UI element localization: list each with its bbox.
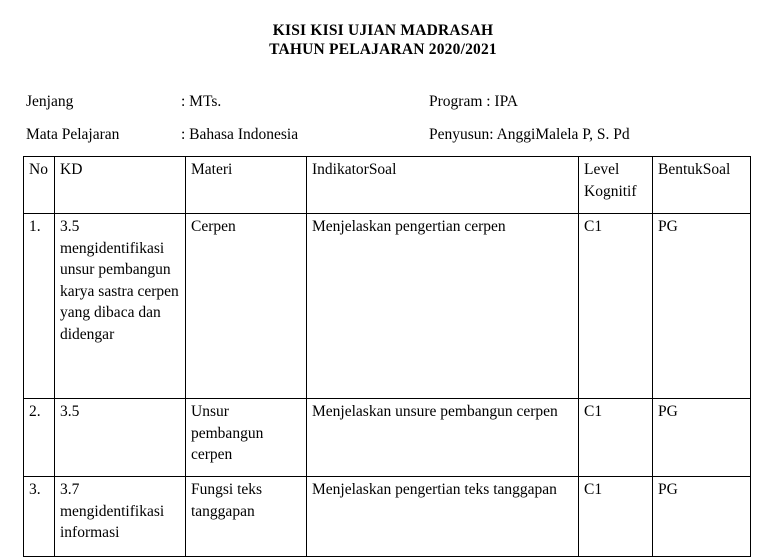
cell-no: 1. [24, 214, 55, 399]
column-header-bentuk: BentukSoal [653, 157, 751, 214]
cell-no: 3. [24, 477, 55, 557]
cell-level: C1 [579, 399, 653, 477]
program-info: Program : IPA [429, 93, 518, 110]
cell-kd: 3.7 mengidentifikasi informasi [55, 477, 186, 557]
cell-materi: Fungsi teks tanggapan [186, 477, 307, 557]
mapel-value: : Bahasa Indonesia [181, 126, 299, 143]
document-title: KISI KISI UJIAN MADRASAH [272, 22, 494, 39]
cell-level: C1 [579, 477, 653, 557]
mapel-label: Mata Pelajaran [26, 126, 120, 143]
cell-kd: 3.5 mengidentifikasi unsur pembangun karya sastra cerpen yang dibaca dan didengar [55, 214, 186, 399]
table-header-row [24, 157, 751, 214]
column-header-materi: Materi [186, 157, 307, 214]
column-header-level: Level Kognitif [579, 157, 653, 214]
cell-level: C1 [579, 214, 653, 399]
cell-no: 2. [24, 399, 55, 477]
table-row [24, 214, 751, 399]
column-header-indikator: IndikatorSoal [307, 157, 579, 214]
cell-indikator: Menjelaskan pengertian cerpen [307, 214, 579, 399]
penyusun-info: Penyusun: AnggiMalela P, S. Pd [429, 126, 630, 143]
cell-bentuk: PG [653, 214, 751, 399]
cell-kd: 3.5 [55, 399, 186, 477]
cell-indikator: Menjelaskan pengertian teks tanggapan [307, 477, 579, 557]
jenjang-value: : MTs. [181, 93, 222, 110]
document-subtitle: TAHUN PELAJARAN 2020/2021 [269, 41, 497, 58]
table-row [24, 399, 751, 477]
table-row [24, 477, 751, 557]
column-header-kd: KD [55, 157, 186, 214]
cell-materi: Cerpen [186, 214, 307, 399]
cell-materi: Unsur pembangun cerpen [186, 399, 307, 477]
column-header-no: No [24, 157, 55, 214]
cell-indikator: Menjelaskan unsure pembangun cerpen [307, 399, 579, 477]
kisi-table [23, 156, 751, 557]
cell-bentuk: PG [653, 399, 751, 477]
cell-bentuk: PG [653, 477, 751, 557]
jenjang-label: Jenjang [26, 93, 74, 110]
